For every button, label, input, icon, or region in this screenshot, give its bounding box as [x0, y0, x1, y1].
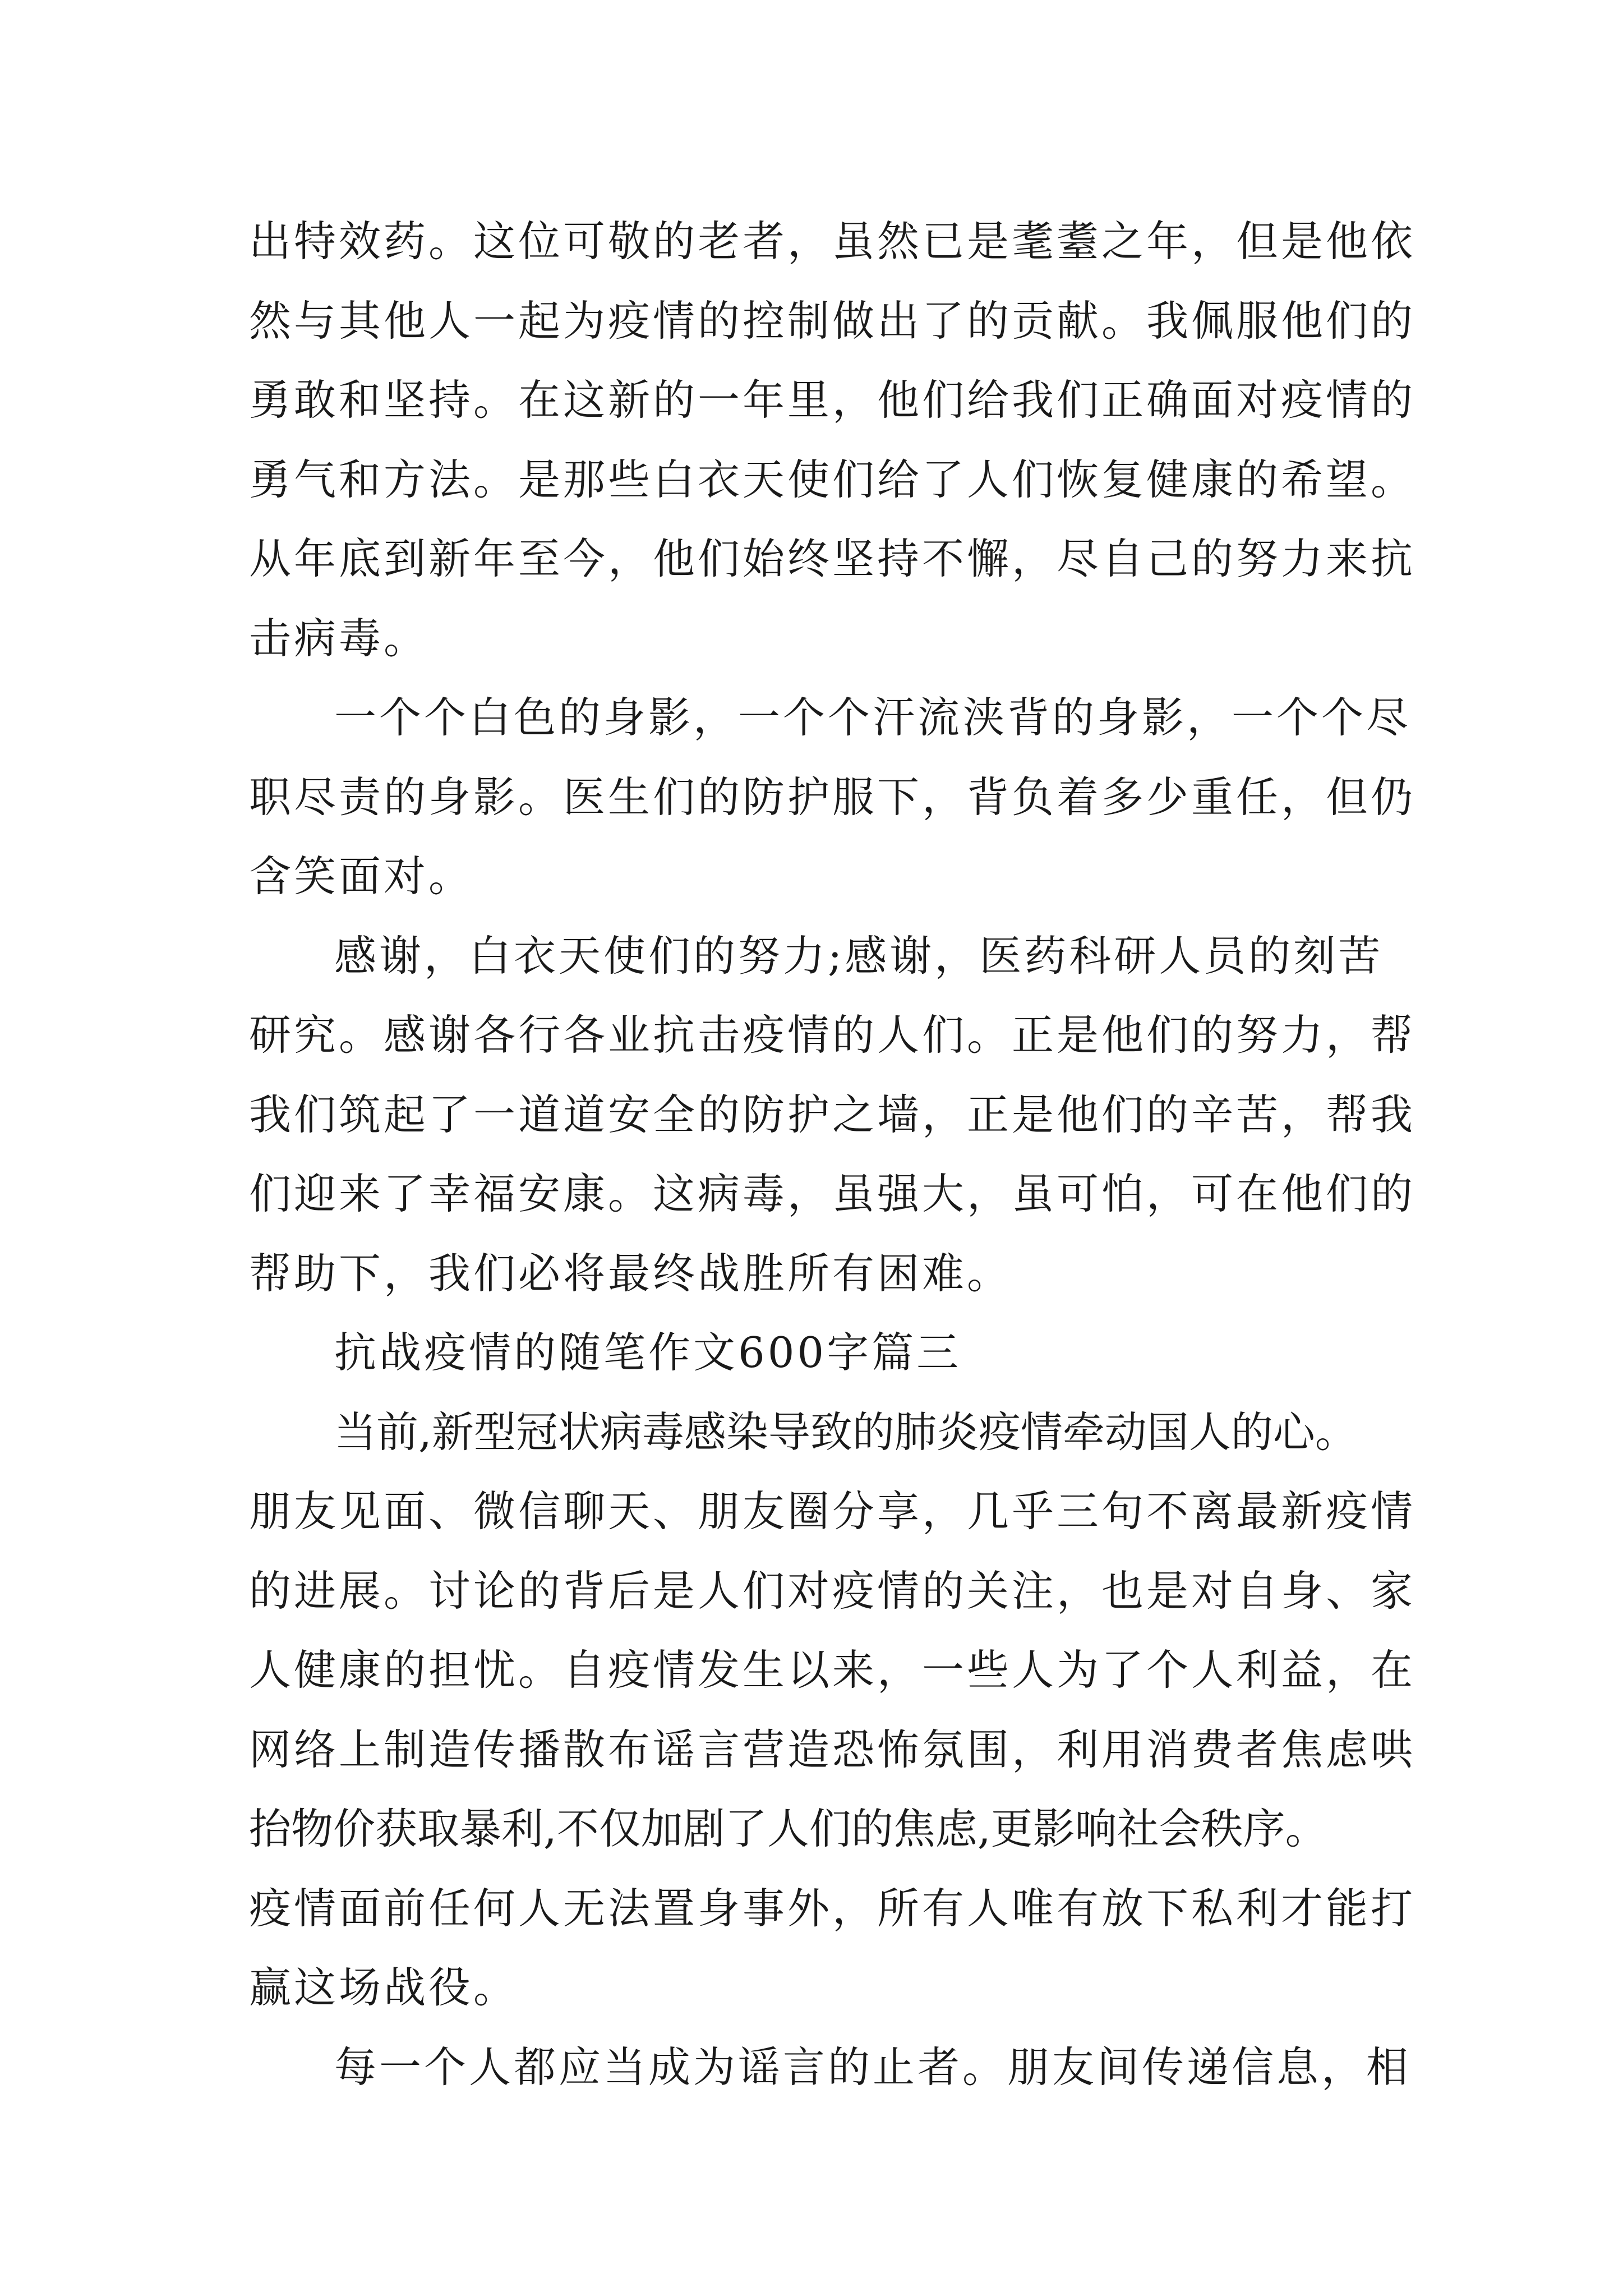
text-line: 当前,新型冠状病毒感染导致的肺炎疫情牵动国人的心。	[334, 1407, 1357, 1457]
text-line: 职尽责的身影。医生们的防护服下，背负着多少重任，但仍	[249, 772, 1416, 822]
text-line: 每一个人都应当成为谣言的止者。朋友间传递信息，相	[334, 2042, 1412, 2092]
text-line: 网络上制造传播散布谣言营造恐怖氛围，利用消费者焦虑哄	[249, 1724, 1416, 1774]
text-line: 勇气和方法。是那些白衣天使们给了人们恢复健康的希望。	[249, 454, 1416, 504]
text-line: 一个个白色的身影，一个个汗流浃背的身影，一个个尽	[334, 693, 1412, 742]
text-line: 人健康的担忧。自疫情发生以来，一些人为了个人利益，在	[249, 1645, 1416, 1695]
text-line: 勇敢和坚持。在这新的一年里，他们给我们正确面对疫情的	[249, 375, 1416, 425]
text-line: 帮助下，我们必将最终战胜所有困难。	[249, 1248, 1012, 1298]
text-line: 我们筑起了一道道安全的防护之墙，正是他们的辛苦，帮我	[249, 1089, 1416, 1139]
text-line: 赢这场战役。	[249, 1963, 519, 2012]
text-line: 朋友见面、微信聊天、朋友圈分享，几乎三句不离最新疫情	[249, 1487, 1416, 1536]
text-line: 的进展。讨论的背后是人们对疫情的关注，也是对自身、家	[249, 1566, 1416, 1616]
text-line: 疫情面前任何人无法置身事外，所有人唯有放下私利才能打	[249, 1883, 1416, 1933]
body-text	[249, 202, 1416, 2107]
text-line: 然与其他人一起为疫情的控制做出了的贡献。我佩服他们的	[249, 296, 1416, 346]
text-line: 击病毒。	[249, 613, 429, 663]
text-line: 抬物价获取暴利,不仅加剧了人们的焦虑,更影响社会秩序。	[249, 1804, 1327, 1853]
text-line: 含笑面对。	[249, 852, 474, 901]
text-line: 出特效药。这位可敬的老者，虽然已是耄耋之年，但是他依	[249, 217, 1416, 266]
text-line: 们迎来了幸福安康。这病毒，虽强大，虽可怕，可在他们的	[249, 1169, 1416, 1218]
text-line: 研究。感谢各行各业抗击疫情的人们。正是他们的努力，帮	[249, 1010, 1416, 1060]
section-heading: 抗战疫情的随笔作文600字篇三	[334, 1328, 962, 1377]
text-line: 从年底到新年至今，他们始终坚持不懈，尽自己的努力来抗	[249, 534, 1416, 583]
text-line: 感谢，白衣天使们的努力;感谢，医药科研人员的刻苦	[334, 931, 1384, 981]
